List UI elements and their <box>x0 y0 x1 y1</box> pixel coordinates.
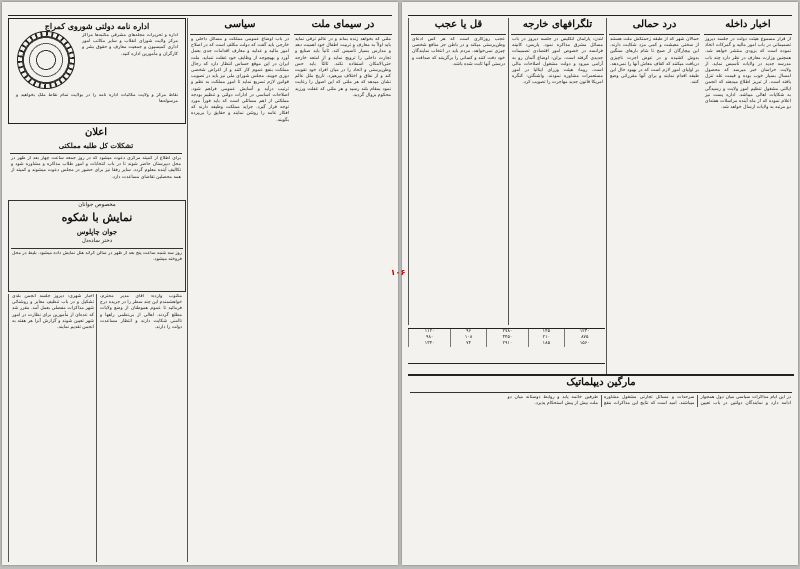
table-cell: ۱۱۲۰ <box>409 329 451 335</box>
masthead-body: اداره و تحریرات مجله‌های مشرقی مکتبه‌ها مراکز مرکز ولایت شورای انقلاب و سایر مکاتب امور اداری کمیسیون و جمعیت معارف و حقوق بشر و کارگران و مأمورین اداره کنید. <box>82 33 178 57</box>
left-lower-column-2 <box>96 294 185 562</box>
column-body: ملتی که بخواهد زنده بماند و در عالم ترقی نماید باید اولاً به معارف و تربیت اطفال خود اهمیت دهد و مدارس بسیار تأسیس کند. ثانیاً باید صنایع و تجارت داخلی را ترویج نماید و از امتعه خارجه حتی‌الامکان استفاده نکند. ثالثاً باید حس وطن‌پرستی و اتحاد را در میان افراد خود تقویت کند و از نفاق و اختلاف بپرهیزد. تاریخ ملل عالم نشان میدهد که هر ملتی که این اصول را رعایت نمود بمقام بلند رسید و هر ملتی که غفلت ورزید محکوم بزوال گردید. <box>295 37 391 98</box>
right-page-header <box>408 5 792 16</box>
column-heading: سیاسی <box>224 19 256 30</box>
column-body: در باب اوضاع عمومی مملکت و مسائل داخلی و خارجی باید گفت که دولت مکلف است که در اصلاح امور مالیه و عدلیه و معارف اقدامات جدی بعمل آورد و بهیچوجه از وظایف خود غفلت ننماید. ملت ایران در این موقع حساس انتظار دارد که رجال مملکت بنفع عموم کار کنند و از اغراض شخصی دوری جویند. مجلس شورای ملی نیز باید در تصویب قوانین لازم تسریع نماید تا امور مملکت به نظم و ترتیب درآید و آسایش عمومی فراهم شود. اصلاحات اساسی در ادارات دولتی و تنظیم بودجه مملکتی از اهم مسائلی است که باید فوراً مورد توجه قرار گیرد. جراید مملکت وظیفه دارند که افکار عامه را روشن نمایند و حقایق را بی‌پرده بگویند. <box>191 37 289 123</box>
left-lower-text-2: مکتوب وارده: آقای مدیر محترم، خواهشمندم این چند سطر را در جریده درج فرمائید تا عموم هموطنان از وضع ولایات مطلع گردند. اهالی از بی‌نظمی راهها و ناامنی شکایت دارند و انتظار مساعدت دولت را دارند. <box>100 294 182 331</box>
table-cell: ۳۴۵۰ <box>486 335 528 341</box>
column-body: حمالان شهر که از طبقه زحمتکش ملت هستند از سختی معیشت و کمی مزد شکایت دارند. این بیچارگان از صبح تا شام بارهای سنگین بدوش کشیده و در عوض اجرت ناچیزی دریافت میکنند که کفاف معاش آنها را نمی‌دهد. بر اولیای امور لازم است که در بهبود حال این طبقه اقدام نمایند و برای آنها مقرراتی وضع کنند. <box>610 37 699 86</box>
masthead-box <box>8 18 186 124</box>
left-lower-column-1 <box>8 294 97 562</box>
table-cell: ۲۷۸۰ <box>486 329 528 335</box>
play-title: نمایش با شکوه <box>61 211 133 224</box>
announcement-subtitle: تشکلات کل طلبه مملکتی <box>58 141 134 150</box>
right-column-wonder <box>408 18 508 325</box>
column-body: لندن: پارلمان انگلیس در جلسه دیروز در باب مسائل مشرق مذاکره نمود. پاریس: کابینه فرانسه در خصوص امور اقتصادی تصمیمات جدیدی گرفته است. برلن: اوضاع آلمان رو به آرامی میرود و دولت مشغول اصلاحات مالی است. روما: هیئت وزرای ایتالیا در امور مستعمرات مشاوره نمودند. واشنگتن: کنگره امریکا قانون جدید مهاجرت را تصویب کرد. <box>512 37 603 86</box>
left-newspaper-page <box>2 2 398 565</box>
play-body: روز سه شنبه ساعت پنج بعد از ظهر در سالن گراند هتل نمایش داده میشود. بلیط در محل فروخته میشود. <box>12 251 182 263</box>
play-line-1: مخصوص جوانان <box>78 202 116 208</box>
left-page-header <box>8 5 392 16</box>
column-heading: قل یا عجب <box>434 19 483 30</box>
table-cell: ۱۸۵ <box>529 341 564 347</box>
table-cell: ۱۴۵ <box>529 329 564 335</box>
section-heading: مارگین دیپلماتیک <box>566 377 636 388</box>
masthead-foot: نقاط مرکز و ولایت مکاتبات اداره نامه را در بولایت تمام نقاط ملک بخواهید و مرسوله‌ها <box>16 93 178 105</box>
table-cell: ۲۱۰ <box>529 335 564 341</box>
page-gutter-number: ۱۰۶ <box>390 268 406 277</box>
play-advertisement <box>8 200 186 292</box>
column-body: از قرار مسموع هیئت دولت در جلسه دیروز تصمیماتی در باب امور مالیه و گمرکات اتخاذ نموده است که بزودی منتشر خواهد شد. همچنین وزارت معارف در نظر دارد چند باب مدرسه جدید در ولایات تأسیس نماید. از ولایت خراسان خبر میرسد که محصول امسال بسیار خوب بوده و قیمت غله تنزل یافته است. از تبریز اطلاع میدهند که انجمن ایالتی مشغول تنظیم امور ولایت و رسیدگی به شکایات اهالی میباشد. اداره پست نیز اعلام نموده که از ماه آینده مراسلات هفته‌ای دو مرتبه به ولایات ارسال خواهد شد. <box>705 37 791 111</box>
left-column-nation <box>292 18 394 562</box>
table-cell: ۹۸۰ <box>409 335 451 341</box>
table-row <box>409 341 606 347</box>
section-body: در این ایام مذاکرات سیاسی میان دول همجوار ادامه دارد و نمایندگان دولتین در باب تعیین سرحدات و مسائل تجارتی مشغول مشاوره میباشند. امید است که نتایج این مذاکرات بنفع طرفین خاتمه یابد و روابط دوستانه میان دو ملت بیش از پیش استحکام پذیرد. <box>507 395 791 407</box>
table-cell: ۷۴ <box>451 341 486 347</box>
table-cell: ۱۵۶۰ <box>564 341 605 347</box>
column-heading: تلگرافهای خارجه <box>522 19 593 30</box>
table-cell: ۸۷۵ <box>564 335 605 341</box>
statistics-table <box>408 328 605 364</box>
left-column-politics <box>187 18 292 562</box>
right-column-domestic-news <box>702 18 794 375</box>
right-newspaper-page <box>402 2 798 565</box>
emblem-seal-icon <box>17 31 75 89</box>
masthead-title: اداره نامه دولتی شوروی کمراج <box>44 21 150 31</box>
play-line-2: جوان چاپلوس <box>76 227 118 236</box>
table-cell: ۱۲۳۰ <box>564 329 605 335</box>
table-cell: ۱۰۸ <box>451 335 486 341</box>
column-body: عجب روزگاری است که هر کس ادعای وطن‌پرستی میکند و در باطن جز منافع شخصی چیزی نمی‌خواهد. مردم باید در انتخاب نمایندگان خود دقت کنند و کسانی را برگزینند که صداقت و درستی آنها ثابت شده باشد. <box>412 37 505 67</box>
column-heading: درد حمالی <box>632 19 677 30</box>
left-lower-text-1: اخبار شهری: دیروز جلسه انجمن بلدی تشکیل و در باب تنظیف معابر و روشنائی شهر مذاکرات مفصلی بعمل آمد. مقرر شد که عده‌ای از مأمورین برای نظارت در امور شهر تعیین شوند و گزارش آنرا هر هفته به انجمن تقدیم نمایند. <box>12 294 94 331</box>
play-line-3: دختر ساده‌دل <box>81 238 113 244</box>
table-cell: ۲۹۱۰ <box>486 341 528 347</box>
right-column-porters <box>606 18 702 375</box>
column-heading: اخبار داخله <box>725 19 771 30</box>
table-cell: ۹۶ <box>451 329 486 335</box>
column-heading: در سیمای ملت <box>311 19 375 30</box>
table-cell: ۱۳۴۰ <box>409 341 451 347</box>
announcement-title: اعلان <box>84 127 108 138</box>
announcement-body: برای اطلاع از کمیته مرکزی دعوت میشود که در روز جمعه ساعت چهار بعد از ظهر در محل دبیرستان حاضر شوند تا در باب انتخابات و امور طلاب مذاکره و مشاوره شود و تکالیف آینده معلوم گردد. سایر رفقا نیز برای حضور در مجلس دعوت میشوند و کمیته از همه محصلین تقاضای مساعدت دارد. <box>11 156 181 180</box>
right-column-foreign-telegrams <box>508 18 606 325</box>
diplomatic-section <box>408 374 794 562</box>
